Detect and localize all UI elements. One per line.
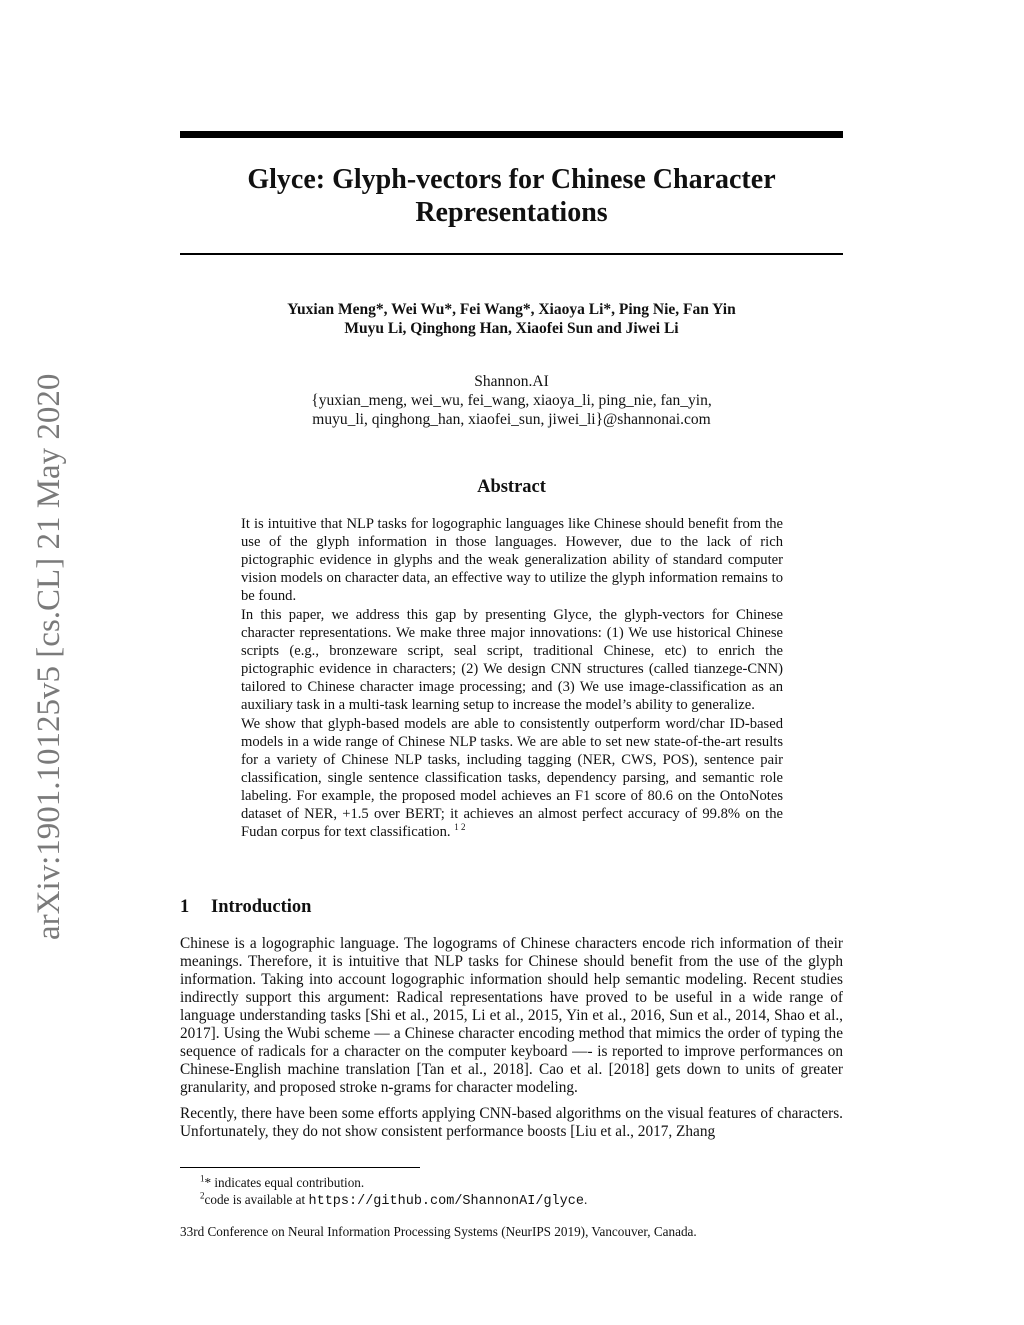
footnote-1-text: * indicates equal contribution. bbox=[204, 1175, 365, 1190]
footnote-1-mark: 1 bbox=[200, 1173, 205, 1184]
author-list bbox=[180, 300, 843, 338]
abstract-paragraph-3-text: We show that glyph-based models are able to consistently outperform word/char ID-based models in a wide range of Chinese NLP tasks. We are able to set new state-of-the-art results for a variety of Chinese NLP tasks, including tagging (NER, CWS, POS), sentence pair classification, single sentence classification tasks, dependency parsing, and semantic role labeling. For example, the proposed model achieves an F1 score of 80.6 on the OntoNotes dataset of NER, +1.5 over BERT; it achieves an almost perfect accuracy of 99.8% on the Fudan corpus for text classification. bbox=[241, 716, 783, 840]
emails-line-1: {yuxian_meng, wei_wu, fei_wang, xiaoya_li, ping_nie, fan_yin, bbox=[311, 392, 712, 409]
title-top-rule bbox=[180, 131, 843, 138]
authors-line-2: Muyu Li, Qinghong Han, Xiaofei Sun and Jiwei Li bbox=[344, 320, 679, 337]
intro-paragraph-2: Recently, there have been some efforts applying CNN-based algorithms on the visual features of characters. Unfortunately, they do not show consistent performance boosts [Liu et al., 2017, Zhang bbox=[180, 1105, 843, 1140]
abstract-footnote-marks: 1 2 bbox=[454, 822, 466, 833]
abstract-paragraph-1: It is intuitive that NLP tasks for logographic languages like Chinese should benefit from the use of the glyph information in those languages. However, due to the lack of rich pictographic evidence in glyphs and the weak generalization ability of standard computer vision models on character data, an effective way to utilize the glyph information remains to be found. bbox=[241, 516, 783, 604]
title-bottom-rule bbox=[180, 253, 843, 255]
footnote-2-end: . bbox=[583, 1192, 588, 1207]
abstract-heading: Abstract bbox=[477, 477, 546, 497]
footnotes bbox=[200, 1174, 843, 1210]
emails-line-2: muyu_li, qinghong_han, xiaofei_sun, jiwei_li}@shannonai.com bbox=[312, 411, 711, 428]
section-number: 1 bbox=[180, 897, 190, 917]
abstract-paragraph-3 bbox=[241, 715, 783, 841]
arxiv-identifier: arXiv:1901.10125v5 [cs.CL] 21 May 2020 bbox=[31, 373, 67, 940]
section-title: Introduction bbox=[211, 897, 312, 917]
abstract-body bbox=[241, 515, 783, 842]
authors-line-1: Yuxian Meng*, Wei Wu*, Fei Wang*, Xiaoya Li*, Ping Nie, Fan Yin bbox=[287, 301, 736, 318]
title-line-1: Glyce: Glyph-vectors for Chinese Character bbox=[247, 164, 776, 195]
footnote-2 bbox=[200, 1191, 843, 1210]
code-url-link[interactable]: https://github.com/ShannonAI/glyce bbox=[308, 1194, 584, 1209]
affiliation: Shannon.AI bbox=[474, 373, 549, 390]
footnote-1 bbox=[200, 1174, 843, 1191]
intro-paragraph-1: Chinese is a logographic language. The logograms of Chinese characters encode rich information of their meanings. Therefore, it is intuitive that NLP tasks for Chinese should benefit from the use of the glyph information. Taking into account logographic information should help semantic modeling. Recent studies indirectly support this argument: Radical representations have proved to be useful in a wide range of language understanding tasks [Shi et al., 2015, Li et al., 2015, Yin et al., 2016, Sun et al., 2014, Shao et al., 2017]. Using the Wubi scheme — a Chinese character encoding method that mimics the order of typing the sequence of radicals for a character on the computer keyboard —- is reported to improve performances on Chinese-English machine translation [Tan et al., 2018]. Cao et al. [2018] gets down to units of greater granularity, and proposed stroke n-grams for character modeling. bbox=[180, 935, 843, 1096]
section-heading-introduction bbox=[180, 896, 843, 918]
paper-title bbox=[180, 163, 843, 229]
title-line-2: Representations bbox=[415, 197, 608, 228]
footnote-2-mark: 2 bbox=[200, 1190, 205, 1201]
venue-note: 33rd Conference on Neural Information Processing Systems (NeurIPS 2019), Vancouver, Canada. bbox=[180, 1224, 697, 1239]
affiliation-block bbox=[180, 372, 843, 429]
footnote-rule bbox=[180, 1167, 420, 1168]
footnote-2-text: code is available at bbox=[204, 1192, 309, 1207]
introduction-body bbox=[180, 935, 843, 1149]
abstract-paragraph-2: In this paper, we address this gap by presenting Glyce, the glyph-vectors for Chinese character representations. We make three major innovations: (1) We use historical Chinese scripts (e.g., bronzeware script, seal script, traditional Chinese, etc) to enrich the pictographic evidence in characters; (2) We design CNN structures (called tianzege-CNN) tailored to Chinese character image processing; and (3) We use image-classification as an auxiliary task in a multi-task learning setup to increase the model’s ability to generalize. bbox=[241, 607, 783, 713]
